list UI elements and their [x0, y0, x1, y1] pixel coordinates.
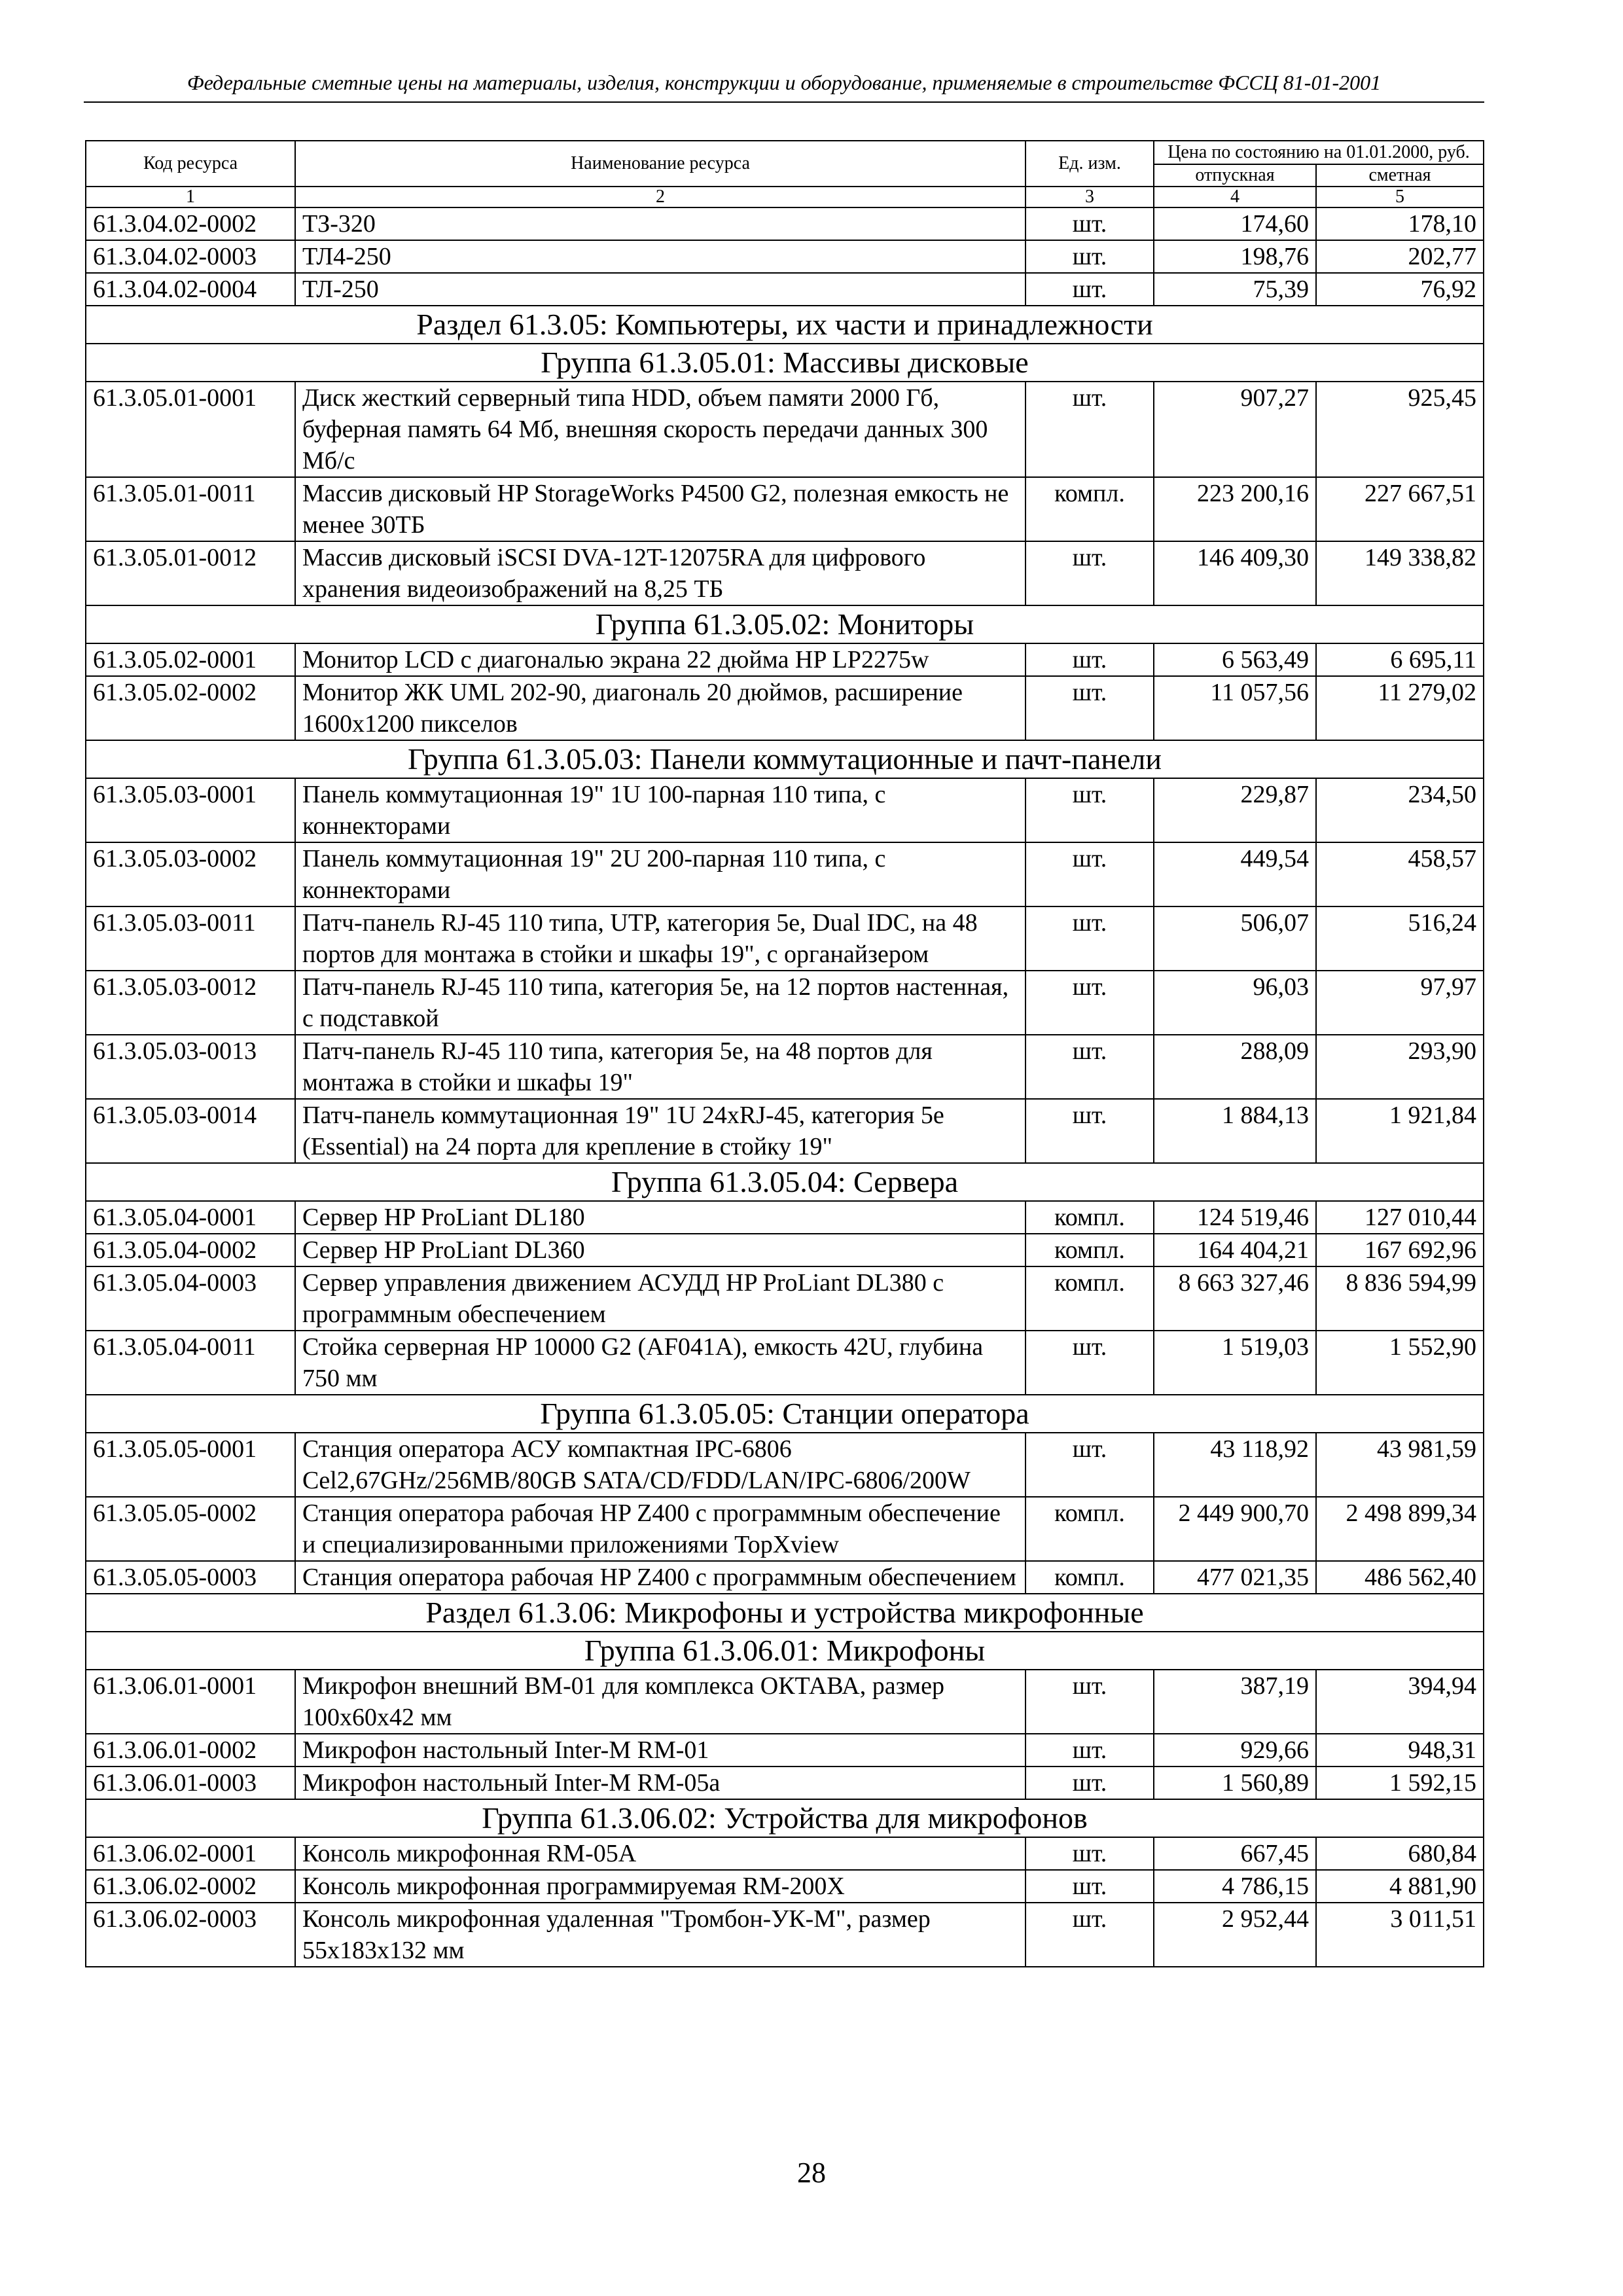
- price-release: 43 118,92: [1154, 1433, 1316, 1497]
- table-row: [86, 207, 1484, 240]
- price-release: 1 560,89: [1154, 1767, 1316, 1799]
- resource-unit: шт.: [1026, 643, 1154, 676]
- resource-code: 61.3.06.02-0001: [86, 1837, 295, 1870]
- price-estimate: 2 498 899,34: [1316, 1497, 1484, 1561]
- table-row: [86, 1734, 1484, 1767]
- resource-code: 61.3.06.01-0002: [86, 1734, 295, 1767]
- group-header-row: [86, 344, 1484, 382]
- price-release: 164 404,21: [1154, 1234, 1316, 1266]
- group-header-row: [86, 1799, 1484, 1837]
- price-table: [85, 140, 1484, 1967]
- table-row: [86, 1234, 1484, 1266]
- resource-unit: шт.: [1026, 382, 1154, 477]
- price-release: 1 519,03: [1154, 1331, 1316, 1395]
- column-number: 1: [86, 187, 295, 207]
- price-estimate: 97,97: [1316, 971, 1484, 1035]
- resource-name: Станция оператора рабочая HP Z400 с программным обеспечение и специализированными приложениями TopXview: [295, 1497, 1026, 1561]
- running-header: Федеральные сметные цены на материалы, изделия, конструкции и оборудование, применяемые в строительстве ФССЦ 81-01-2001: [84, 71, 1484, 103]
- table-row: [86, 643, 1484, 676]
- table-row: [86, 1837, 1484, 1870]
- price-estimate: 925,45: [1316, 382, 1484, 477]
- resource-name: Микрофон настольный Inter-M RM-01: [295, 1734, 1026, 1767]
- price-release: 8 663 327,46: [1154, 1266, 1316, 1331]
- price-estimate: 6 695,11: [1316, 643, 1484, 676]
- resource-name: Стойка серверная HP 10000 G2 (AF041A), емкость 42U, глубина 750 мм: [295, 1331, 1026, 1395]
- table-body: [86, 207, 1484, 1967]
- resource-unit: компл.: [1026, 1201, 1154, 1234]
- price-estimate: 1 552,90: [1316, 1331, 1484, 1395]
- price-release: 96,03: [1154, 971, 1316, 1035]
- table-row: [86, 676, 1484, 740]
- price-estimate: 127 010,44: [1316, 1201, 1484, 1234]
- resource-name: Консоль микрофонная RM-05A: [295, 1837, 1026, 1870]
- resource-unit: шт.: [1026, 1433, 1154, 1497]
- price-release: 907,27: [1154, 382, 1316, 477]
- price-estimate: 178,10: [1316, 207, 1484, 240]
- resource-code: 61.3.05.01-0001: [86, 382, 295, 477]
- resource-name: Патч-панель RJ-45 110 типа, категория 5е, на 12 портов настенная, с подставкой: [295, 971, 1026, 1035]
- table-row: [86, 971, 1484, 1035]
- price-release: 11 057,56: [1154, 676, 1316, 740]
- column-number: 5: [1316, 187, 1484, 207]
- price-release: 198,76: [1154, 240, 1316, 273]
- section-title: Раздел 61.3.05: Компьютеры, их части и принадлежности: [86, 306, 1484, 344]
- table-row: [86, 1266, 1484, 1331]
- price-release: 1 884,13: [1154, 1099, 1316, 1163]
- resource-code: 61.3.05.04-0002: [86, 1234, 295, 1266]
- resource-unit: шт.: [1026, 1870, 1154, 1903]
- resource-unit: шт.: [1026, 1099, 1154, 1163]
- group-title: Группа 61.3.06.01: Микрофоны: [86, 1632, 1484, 1670]
- price-release: 667,45: [1154, 1837, 1316, 1870]
- group-header-row: [86, 605, 1484, 643]
- resource-code: 61.3.04.02-0003: [86, 240, 295, 273]
- group-header-row: [86, 740, 1484, 778]
- price-release: 146 409,30: [1154, 541, 1316, 605]
- table-row: [86, 1099, 1484, 1163]
- resource-code: 61.3.05.02-0001: [86, 643, 295, 676]
- price-release: 124 519,46: [1154, 1201, 1316, 1234]
- resource-code: 61.3.05.03-0014: [86, 1099, 295, 1163]
- resource-code: 61.3.05.04-0003: [86, 1266, 295, 1331]
- header-name: Наименование ресурса: [295, 141, 1026, 187]
- price-estimate: 227 667,51: [1316, 477, 1484, 541]
- resource-code: 61.3.05.02-0002: [86, 676, 295, 740]
- resource-unit: шт.: [1026, 1767, 1154, 1799]
- header-price-group: Цена по состоянию на 01.01.2000, руб.: [1154, 141, 1484, 164]
- group-header-row: [86, 1632, 1484, 1670]
- price-estimate: 202,77: [1316, 240, 1484, 273]
- price-release: 4 786,15: [1154, 1870, 1316, 1903]
- resource-unit: шт.: [1026, 971, 1154, 1035]
- resource-unit: компл.: [1026, 1266, 1154, 1331]
- resource-name: Станция оператора АСУ компактная IPC-6806 Cel2,67GHz/256MB/80GB SATA/CD/FDD/LAN/IPC-6806/200W: [295, 1433, 1026, 1497]
- table-row: [86, 1561, 1484, 1594]
- column-number: 4: [1154, 187, 1316, 207]
- group-title: Группа 61.3.05.04: Сервера: [86, 1163, 1484, 1201]
- section-header-row: [86, 1594, 1484, 1632]
- price-release: 288,09: [1154, 1035, 1316, 1099]
- resource-unit: шт.: [1026, 1670, 1154, 1734]
- resource-unit: шт.: [1026, 273, 1154, 306]
- price-release: 75,39: [1154, 273, 1316, 306]
- group-title: Группа 61.3.05.01: Массивы дисковые: [86, 344, 1484, 382]
- resource-name: Патч-панель RJ-45 110 типа, категория 5е, на 48 портов для монтажа в стойки и шкафы 19": [295, 1035, 1026, 1099]
- table-row: [86, 1903, 1484, 1967]
- price-estimate: 234,50: [1316, 778, 1484, 842]
- resource-code: 61.3.06.02-0002: [86, 1870, 295, 1903]
- resource-code: 61.3.05.03-0002: [86, 842, 295, 906]
- header-price-release: отпускная: [1154, 164, 1316, 187]
- header-unit: Ед. изм.: [1026, 141, 1154, 187]
- group-title: Группа 61.3.05.02: Мониторы: [86, 605, 1484, 643]
- resource-code: 61.3.04.02-0004: [86, 273, 295, 306]
- section-title: Раздел 61.3.06: Микрофоны и устройства микрофонные: [86, 1594, 1484, 1632]
- resource-name: Патч-панель коммутационная 19" 1U 24xRJ-45, категория 5е (Essential) на 24 порта для крепление в стойку 19": [295, 1099, 1026, 1163]
- table-row: [86, 842, 1484, 906]
- resource-name: Микрофон внешний ВМ-01 для комплекса ОКТАВА, размер 100x60x42 мм: [295, 1670, 1026, 1734]
- table-row: [86, 1767, 1484, 1799]
- price-estimate: 1 921,84: [1316, 1099, 1484, 1163]
- resource-name: Панель коммутационная 19" 2U 200-парная 110 типа, с коннекторами: [295, 842, 1026, 906]
- group-title: Группа 61.3.05.03: Панели коммутационные и пачт-панели: [86, 740, 1484, 778]
- price-estimate: 167 692,96: [1316, 1234, 1484, 1266]
- resource-name: Сервер HP ProLiant DL360: [295, 1234, 1026, 1266]
- group-header-row: [86, 1395, 1484, 1433]
- table-row: [86, 1331, 1484, 1395]
- price-release: 477 021,35: [1154, 1561, 1316, 1594]
- price-release: 223 200,16: [1154, 477, 1316, 541]
- table-row: [86, 1201, 1484, 1234]
- resource-unit: компл.: [1026, 1497, 1154, 1561]
- resource-name: Монитор ЖК UML 202-90, диагональ 20 дюймов, расширение 1600x1200 пикселов: [295, 676, 1026, 740]
- table-row: [86, 906, 1484, 971]
- price-estimate: 458,57: [1316, 842, 1484, 906]
- price-estimate: 8 836 594,99: [1316, 1266, 1484, 1331]
- resource-unit: шт.: [1026, 207, 1154, 240]
- resource-unit: шт.: [1026, 842, 1154, 906]
- resource-name: Монитор LCD с диагональю экрана 22 дюйма HP LP2275w: [295, 643, 1026, 676]
- column-number: 3: [1026, 187, 1154, 207]
- price-release: 229,87: [1154, 778, 1316, 842]
- resource-name: Консоль микрофонная программируемая RM-200X: [295, 1870, 1026, 1903]
- table-row: [86, 1670, 1484, 1734]
- resource-unit: шт.: [1026, 240, 1154, 273]
- resource-unit: шт.: [1026, 1734, 1154, 1767]
- resource-unit: шт.: [1026, 1837, 1154, 1870]
- resource-name: Станция оператора рабочая HP Z400 с программным обеспечением: [295, 1561, 1026, 1594]
- group-title: Группа 61.3.06.02: Устройства для микрофонов: [86, 1799, 1484, 1837]
- page-number: 28: [797, 2157, 826, 2189]
- resource-unit: шт.: [1026, 1331, 1154, 1395]
- resource-code: 61.3.05.01-0011: [86, 477, 295, 541]
- resource-code: 61.3.05.05-0002: [86, 1497, 295, 1561]
- price-estimate: 43 981,59: [1316, 1433, 1484, 1497]
- resource-code: 61.3.05.03-0011: [86, 906, 295, 971]
- resource-code: 61.3.06.01-0003: [86, 1767, 295, 1799]
- resource-name: Патч-панель RJ-45 110 типа, UTP, категория 5е, Dual IDC, на 48 портов для монтажа в стойки и шкафы 19", с органайзером: [295, 906, 1026, 971]
- group-title: Группа 61.3.05.05: Станции оператора: [86, 1395, 1484, 1433]
- price-estimate: 948,31: [1316, 1734, 1484, 1767]
- resource-unit: компл.: [1026, 1234, 1154, 1266]
- table-row: [86, 1035, 1484, 1099]
- resource-name: ТЛ-250: [295, 273, 1026, 306]
- price-release: 2 952,44: [1154, 1903, 1316, 1967]
- resource-code: 61.3.04.02-0002: [86, 207, 295, 240]
- price-estimate: 3 011,51: [1316, 1903, 1484, 1967]
- header-code: Код ресурса: [86, 141, 295, 187]
- price-release: 449,54: [1154, 842, 1316, 906]
- resource-code: 61.3.05.05-0003: [86, 1561, 295, 1594]
- price-estimate: 1 592,15: [1316, 1767, 1484, 1799]
- table-row: [86, 1870, 1484, 1903]
- column-number: 2: [295, 187, 1026, 207]
- resource-code: 61.3.05.04-0001: [86, 1201, 295, 1234]
- price-estimate: 293,90: [1316, 1035, 1484, 1099]
- table-row: [86, 541, 1484, 605]
- resource-unit: компл.: [1026, 477, 1154, 541]
- price-release: 2 449 900,70: [1154, 1497, 1316, 1561]
- price-estimate: 4 881,90: [1316, 1870, 1484, 1903]
- resource-unit: шт.: [1026, 906, 1154, 971]
- resource-name: Массив дисковый HP StorageWorks P4500 G2, полезная емкость не менее 30ТБ: [295, 477, 1026, 541]
- table-row: [86, 240, 1484, 273]
- table-row: [86, 273, 1484, 306]
- resource-unit: шт.: [1026, 676, 1154, 740]
- resource-name: Диск жесткий серверный типа HDD, объем памяти 2000 Гб, буферная память 64 Мб, внешняя скорость передачи данных 300 Мб/с: [295, 382, 1026, 477]
- resource-code: 61.3.05.05-0001: [86, 1433, 295, 1497]
- resource-name: Сервер управления движением АСУДД HP ProLiant DL380 с программным обеспечением: [295, 1266, 1026, 1331]
- resource-code: 61.3.05.03-0012: [86, 971, 295, 1035]
- resource-name: Панель коммутационная 19" 1U 100-парная 110 типа, с коннекторами: [295, 778, 1026, 842]
- resource-code: 61.3.06.01-0001: [86, 1670, 295, 1734]
- table-row: [86, 778, 1484, 842]
- resource-name: ТЛ4-250: [295, 240, 1026, 273]
- table-row: [86, 382, 1484, 477]
- resource-code: 61.3.05.01-0012: [86, 541, 295, 605]
- header-price-estimate: сметная: [1316, 164, 1484, 187]
- table-row: [86, 1497, 1484, 1561]
- resource-code: 61.3.05.03-0013: [86, 1035, 295, 1099]
- resource-code: 61.3.06.02-0003: [86, 1903, 295, 1967]
- resource-unit: компл.: [1026, 1561, 1154, 1594]
- resource-code: 61.3.05.03-0001: [86, 778, 295, 842]
- resource-name: Сервер HP ProLiant DL180: [295, 1201, 1026, 1234]
- price-release: 387,19: [1154, 1670, 1316, 1734]
- price-estimate: 149 338,82: [1316, 541, 1484, 605]
- resource-unit: шт.: [1026, 1035, 1154, 1099]
- price-estimate: 394,94: [1316, 1670, 1484, 1734]
- resource-name: Консоль микрофонная удаленная "Тромбон-УК-М", размер 55x183x132 мм: [295, 1903, 1026, 1967]
- table-row: [86, 1433, 1484, 1497]
- resource-name: Микрофон настольный Inter-M RM-05a: [295, 1767, 1026, 1799]
- price-estimate: 516,24: [1316, 906, 1484, 971]
- resource-unit: шт.: [1026, 541, 1154, 605]
- table-row: [86, 477, 1484, 541]
- price-release: 174,60: [1154, 207, 1316, 240]
- price-estimate: 486 562,40: [1316, 1561, 1484, 1594]
- section-header-row: [86, 306, 1484, 344]
- price-release: 6 563,49: [1154, 643, 1316, 676]
- resource-unit: шт.: [1026, 778, 1154, 842]
- resource-code: 61.3.05.04-0011: [86, 1331, 295, 1395]
- group-header-row: [86, 1163, 1484, 1201]
- price-release: 506,07: [1154, 906, 1316, 971]
- price-release: 929,66: [1154, 1734, 1316, 1767]
- resource-unit: шт.: [1026, 1903, 1154, 1967]
- price-estimate: 11 279,02: [1316, 676, 1484, 740]
- resource-name: ТЗ-320: [295, 207, 1026, 240]
- resource-name: Массив дисковый iSCSI DVA-12T-12075RA для цифрового хранения видеоизображений на 8,25 ТБ: [295, 541, 1026, 605]
- price-estimate: 76,92: [1316, 273, 1484, 306]
- price-estimate: 680,84: [1316, 1837, 1484, 1870]
